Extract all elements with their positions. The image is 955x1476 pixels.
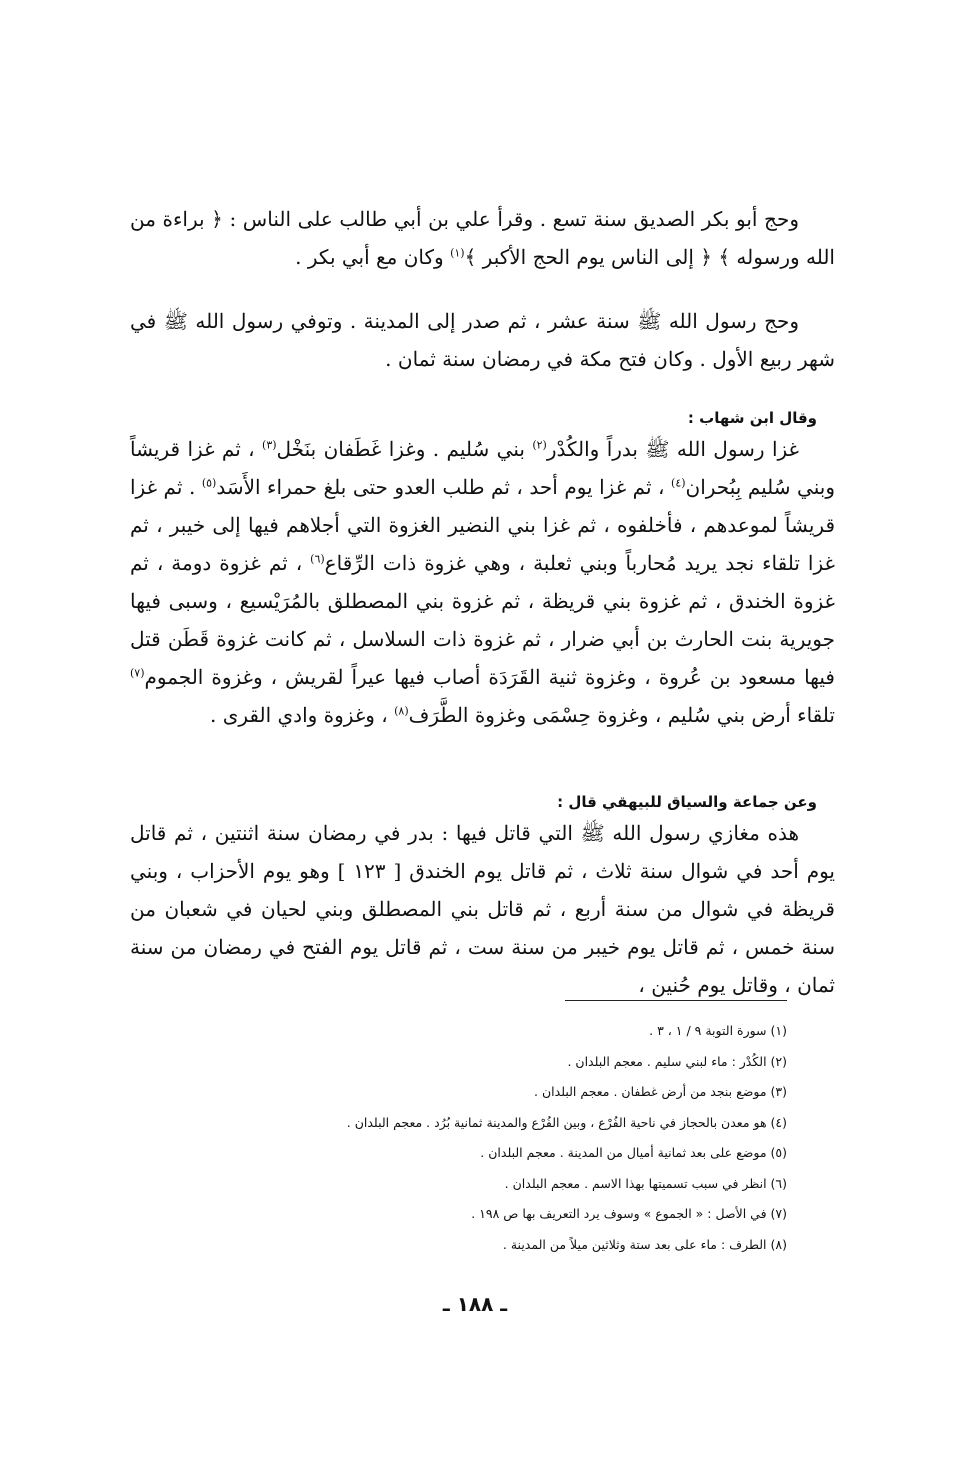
paragraph-text: وحج رسول الله ﷺ سنة عشر ، ثم صدر إلى المدينة . وتوفي رسول الله ﷺ في شهر ربيع الأول . وكان فتح مكة في رمضان سنة ثمان .: [130, 309, 835, 371]
paragraph-text: ، ثم غزوة دومة ، ثم غزوة الخندق ، ثم غزوة بني قريظة ، ثم غزوة بني المصطلق بالمُرَيْسيع ، وسبى فيها جويرية بنت الحارث بن أبي ضرار ، ثم غزوة ذات السلاسل ، ثم كانت غزوة قَطَن قتل فيها مسعود بن عُروة ، وغزوة ثنية القَرَدَة أصاب فيها عيراً لقريش ، وغزوة الجموم: [130, 551, 835, 689]
footnote-ref: (٨): [394, 704, 409, 718]
paragraph-text: وحج أبو بكر الصديق سنة تسع . وقرأ علي بن أبي طالب على الناس : ﴿ براءة من الله ورسوله ﴾ ﴿ إلى الناس يوم الحج الأكبر ﴾: [130, 207, 835, 269]
paragraph-abu-bakr-hajj: [130, 200, 835, 276]
paragraph-text: وكان مع أبي بكر .: [295, 245, 451, 269]
paragraph-text: تلقاء أرض بني سُليم ، وغزوة حِسْمَى وغزوة الطَّرَف: [408, 703, 835, 727]
footnote: (٢) الكُدْر : ماء لبني سليم . معجم البلدان .: [567, 1053, 787, 1069]
footnotes-list: [250, 1016, 787, 1260]
paragraph-text: غزا رسول الله ﷺ بدراً والكُدْر: [546, 437, 800, 461]
section-heading-bayhaqi: [130, 790, 835, 814]
paragraph-text: ، ثم غزا قريشاً وبني سُليم بِبُحران: [130, 437, 835, 499]
paragraph-text: هذه مغازي رسول الله ﷺ التي قاتل فيها : بدر في رمضان سنة اثنتين ، ثم قاتل يوم أحد في شوال سنة ثلاث ، ثم قاتل يوم الخندق [ ١٢٣ ] وهو يوم الأحزاب ، وبني قريظة في شوال من سنة أربع ، ثم قاتل بني المصطلق وبني لحيان في شعبان من سنة خمس ، ثم قاتل يوم خيبر من سنة ست ، ثم قاتل يوم الفتح في رمضان من سنة ثمان ، وقاتل يوم حُنين ،: [130, 821, 835, 997]
footnote-ref: (٦): [310, 552, 325, 566]
footnote-ref: (٣): [262, 438, 277, 452]
paragraph-bayhaqi: [130, 814, 835, 1004]
paragraph-text: ، وغزوة وادي القرى .: [210, 703, 395, 727]
paragraph-prophet-hajj: [130, 302, 835, 378]
heading-text: وقال ابن شهاب :: [687, 409, 817, 427]
paragraph-text: ، ثم غزا يوم أحد ، ثم طلب العدو حتى بلغ حمراء الأَسَد: [216, 475, 672, 499]
footnote: (٥) موضع على بعد ثمانية أميال من المدينة . معجم البلدان .: [480, 1145, 787, 1160]
paragraph-text: بني سُليم . وغزا غَطَفان بنَخْل: [276, 437, 533, 461]
paragraph-ibn-shihab: [130, 430, 835, 734]
paragraph-text: . ثم غزا قريشاً لموعدهم ، فأخلفوه ، ثم غزا بني النضير الغزوة التي أجلاهم فيها إلى خيبر ، ثم غزا تلقاء نجد يريد مُحارباً وبني ثعلبة ، وهي غزوة ذات الرِّقاع: [130, 475, 835, 575]
footnote-ref: (٢): [532, 438, 547, 452]
footnote-ref: (٧): [130, 666, 145, 680]
footnote: (٤) هو معدن بالحجاز في ناحية الفُرْع ، وبين الفُرْع والمدينة ثمانية بُرُد . معجم البلدان .: [346, 1114, 787, 1130]
footnote-ref: (١): [450, 246, 465, 260]
heading-text: وعن جماعة والسياق للبيهقي قال :: [557, 793, 817, 811]
page-number: ـ ١٨٨ ـ: [442, 1292, 508, 1316]
footnote: (٨) الطرف : ماء على بعد ستة وثلاثين ميلاً من المدينة .: [502, 1236, 787, 1252]
section-heading-ibn-shihab: [130, 406, 835, 430]
footnote-ref: (٤): [671, 476, 686, 490]
footnote: (٣) موضع بنجد من أرض غطفان . معجم البلدان .: [534, 1084, 787, 1099]
footnote: (٦) انظر في سبب تسميتها بهذا الاسم . معجم البلدان .: [504, 1175, 787, 1191]
footnote: (١) سورة التوبة ٩ / ١ ، ٣ .: [649, 1023, 787, 1038]
footnote: (٧) في الأصل : « الجموع » وسوف يرد التعريف بها ص ١٩٨ .: [471, 1206, 787, 1221]
footnote-divider: [565, 1000, 787, 1001]
footnote-ref: (٥): [201, 476, 217, 490]
